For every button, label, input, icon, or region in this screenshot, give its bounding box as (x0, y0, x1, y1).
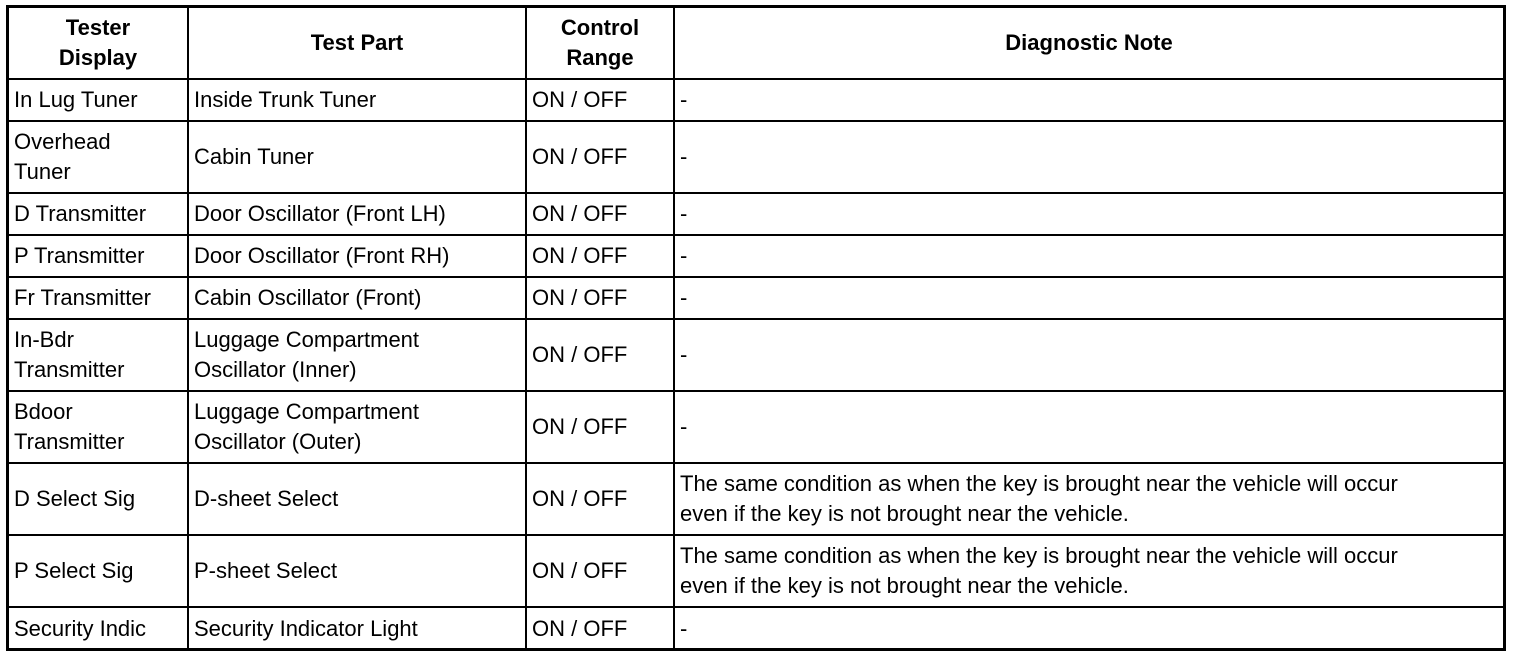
cell-diagnostic-note: - (674, 79, 1503, 121)
cell-tester-display: P Transmitter (9, 235, 188, 277)
cell-diagnostic-note: - (674, 235, 1503, 277)
cell-tester-display: Bdoor Transmitter (9, 391, 188, 463)
cell-tester-display: In Lug Tuner (9, 79, 188, 121)
cell-diagnostic-note: The same condition as when the key is brought near the vehicle will occur even if the key is not brought near the vehicle. (674, 535, 1503, 607)
cell-control-range: ON / OFF (526, 535, 674, 607)
cell-control-range: ON / OFF (526, 121, 674, 193)
cell-diagnostic-note: The same condition as when the key is brought near the vehicle will occur even if the key is not brought near the vehicle. (674, 463, 1503, 535)
table-row (9, 193, 1503, 235)
cell-test-part: Security Indicator Light (188, 607, 526, 649)
cell-control-range: ON / OFF (526, 463, 674, 535)
cell-test-part: Inside Trunk Tuner (188, 79, 526, 121)
table-row (9, 391, 1503, 463)
cell-tester-display: Overhead Tuner (9, 121, 188, 193)
table-row (9, 319, 1503, 391)
cell-tester-display: Security Indic (9, 607, 188, 649)
cell-test-part: Luggage Compartment Oscillator (Outer) (188, 391, 526, 463)
cell-control-range: ON / OFF (526, 391, 674, 463)
cell-control-range: ON / OFF (526, 235, 674, 277)
cell-tester-display: D Select Sig (9, 463, 188, 535)
table-row (9, 79, 1503, 121)
table-row (9, 463, 1503, 535)
cell-diagnostic-note: - (674, 193, 1503, 235)
cell-tester-display: In-Bdr Transmitter (9, 319, 188, 391)
cell-tester-display: D Transmitter (9, 193, 188, 235)
cell-test-part: Cabin Oscillator (Front) (188, 277, 526, 319)
cell-tester-display: Fr Transmitter (9, 277, 188, 319)
table-row (9, 235, 1503, 277)
cell-test-part: Door Oscillator (Front RH) (188, 235, 526, 277)
table-row (9, 277, 1503, 319)
cell-diagnostic-note: - (674, 121, 1503, 193)
cell-test-part: P-sheet Select (188, 535, 526, 607)
header-control-range: Control Range (526, 8, 674, 79)
cell-test-part: D-sheet Select (188, 463, 526, 535)
active-test-table (9, 8, 1503, 649)
cell-tester-display: P Select Sig (9, 535, 188, 607)
cell-control-range: ON / OFF (526, 193, 674, 235)
cell-control-range: ON / OFF (526, 79, 674, 121)
table-row (9, 607, 1503, 649)
cell-diagnostic-note: - (674, 319, 1503, 391)
header-test-part: Test Part (188, 8, 526, 79)
cell-control-range: ON / OFF (526, 607, 674, 649)
cell-diagnostic-note: - (674, 277, 1503, 319)
cell-test-part: Luggage Compartment Oscillator (Inner) (188, 319, 526, 391)
table-row (9, 121, 1503, 193)
cell-control-range: ON / OFF (526, 277, 674, 319)
cell-diagnostic-note: - (674, 391, 1503, 463)
table-row (9, 535, 1503, 607)
cell-test-part: Cabin Tuner (188, 121, 526, 193)
header-tester-display: Tester Display (9, 8, 188, 79)
header-diagnostic-note: Diagnostic Note (674, 8, 1503, 79)
active-test-table-frame (6, 5, 1506, 651)
cell-test-part: Door Oscillator (Front LH) (188, 193, 526, 235)
cell-control-range: ON / OFF (526, 319, 674, 391)
cell-diagnostic-note: - (674, 607, 1503, 649)
table-header-row (9, 8, 1503, 79)
